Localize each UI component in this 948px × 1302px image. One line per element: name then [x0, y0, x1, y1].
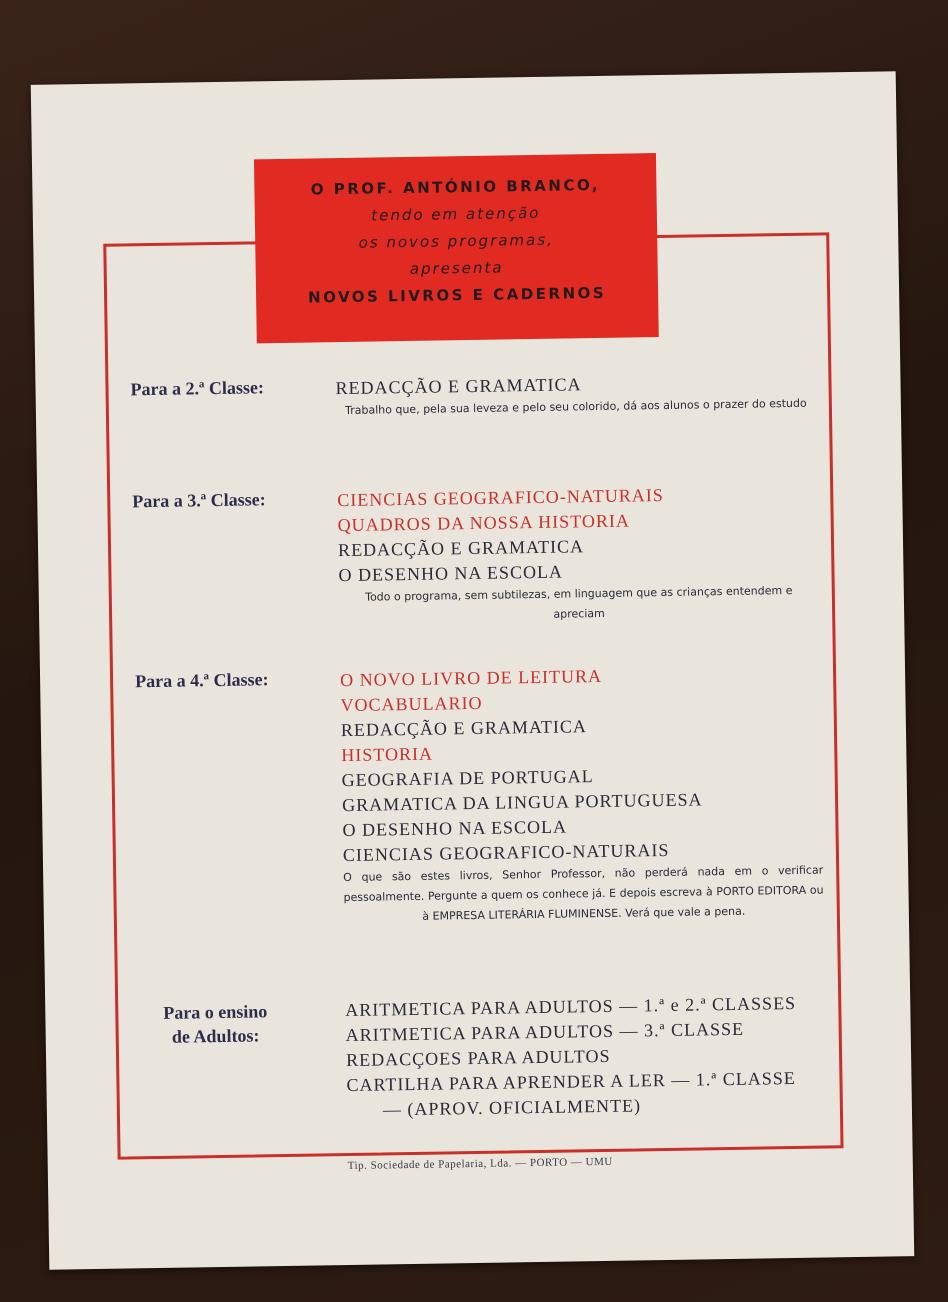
- book-title: CIENCIAS GEOGRAFICO-NATURAIS: [337, 484, 664, 511]
- book-list: [335, 369, 816, 422]
- header-banner: [254, 153, 659, 343]
- book-title: — (APROV. OFICIALMENTE): [382, 1095, 642, 1120]
- book-title: REDACÇÃO E GRAMATICA: [340, 716, 588, 741]
- book-title: REDACÇÃO E GRAMATICA: [335, 374, 582, 399]
- book-title: GRAMATICA DA LINGUA PORTUGUESA: [341, 789, 703, 816]
- book-title: VOCABULARIO: [340, 692, 483, 716]
- book-title: REDACÇOES PARA ADULTOS: [345, 1045, 611, 1071]
- section-label-line-1: Para o ensino: [163, 1001, 268, 1023]
- book-list: [340, 661, 824, 929]
- book-title: QUADROS DA NOSSA HISTORIA: [337, 510, 631, 536]
- book-list: [337, 481, 819, 629]
- printer-footer: Tip. Sociedade de Papelaria, Lda. — PORTO — UMU: [347, 1155, 613, 1173]
- section-note: Trabalho que, pela sua leveza e pelo seu colorido, dá aos alunos o prazer do estudo: [344, 396, 807, 417]
- book-title: ARITMETICA PARA ADULTOS — 1.ª e 2.ª CLASSES: [345, 992, 797, 1021]
- banner-line-3: os novos programas,: [358, 230, 554, 252]
- section-label: Para a 2.ª Classe:: [130, 377, 265, 400]
- banner-line-4: apresenta: [409, 258, 504, 278]
- book-title: GEOGRAFIA DE PORTUGAL: [341, 766, 594, 791]
- banner-headline: NOVOS LIVROS E CADERNOS: [307, 283, 607, 307]
- section-label: Para a 4.ª Classe:: [134, 669, 269, 692]
- section-label: [140, 999, 291, 1049]
- section-note: Todo o programa, sem subtilezas, em linguagem que as crianças entendem e apreciam: [365, 583, 793, 621]
- book-title: O NOVO LIVRO DE LEITURA: [339, 665, 603, 691]
- banner-line-2: tendo em atenção: [371, 203, 541, 225]
- book-list: [345, 991, 827, 1124]
- section-label-line-2: de Adultos:: [171, 1025, 260, 1047]
- book-title: O DESENHO NA ESCOLA: [338, 561, 564, 586]
- book-title: CARTILHA PARA APRENDER A LER — 1.ª CLASSE: [346, 1067, 796, 1096]
- book-title: ARITMETICA PARA ADULTOS — 3.ª CLASSE: [345, 1018, 745, 1046]
- section-note: O que são estes livros, Senhor Professor, não perderá nada em o verificar pessoalmente. Pergunte a quem os conhece já. E depois escreva à PORTO EDITORA ou à EMPRESA LITERÁRIA FLUMINENSE. Verá que vale a pena.: [343, 863, 824, 923]
- book-title: O DESENHO NA ESCOLA: [342, 816, 568, 841]
- banner-author: O PROF. ANTÓNIO BRANCO,: [310, 175, 601, 199]
- catalog-page: [31, 71, 915, 1269]
- book-title: CIENCIAS GEOGRAFICO-NATURAIS: [342, 839, 670, 866]
- book-title: HISTORIA: [341, 743, 434, 766]
- section-label: Para a 3.ª Classe:: [132, 489, 266, 512]
- book-title: REDACÇÃO E GRAMATICA: [337, 536, 585, 561]
